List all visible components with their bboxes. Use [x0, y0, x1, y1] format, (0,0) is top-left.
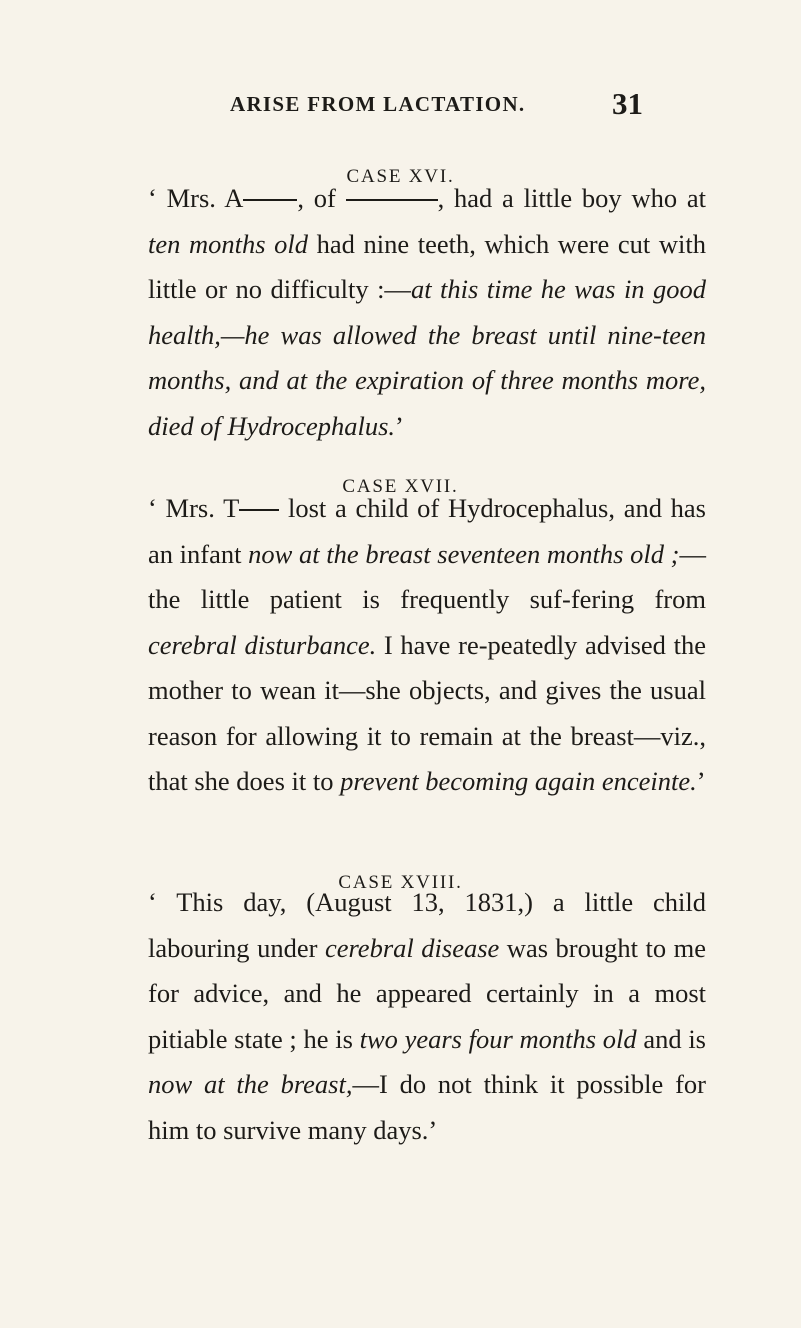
name-blank-dash: [239, 509, 279, 511]
italic-text-run: ten months old: [148, 228, 309, 259]
text-run: had nine teeth, which were cut with little or no difficulty :—: [148, 228, 706, 304]
text-run: —the little patient is frequently suf-fering from: [148, 538, 707, 614]
case-17-paragraph: [148, 486, 706, 805]
italic-text-run: at this time he was in good health,—he was allowed the breast until nine-teen months, and at the expiration of three months more, died of Hydrocephalus.: [148, 274, 706, 441]
text-run: ‘ This day, (August 13, 1831,) a little child labouring under: [148, 887, 706, 963]
running-header: [0, 88, 801, 124]
italic-text-run: cerebral disease: [324, 932, 500, 963]
italic-text-run: two years four months old: [359, 1023, 637, 1054]
text-run: , of: [297, 183, 346, 213]
text-run: ’: [395, 410, 404, 441]
page-number: 31: [612, 86, 643, 121]
text-run: ‘ Mrs. T: [148, 493, 240, 523]
text-run: , had a little boy who at: [437, 183, 706, 213]
text-run: —I do not think it possible for him to survive many days.’: [148, 1069, 706, 1145]
text-run: lost a child of Hydrocephalus, and has an infant: [148, 493, 706, 569]
running-title: ARISE FROM LACTATION.: [230, 92, 526, 116]
case-18-paragraph: [148, 880, 706, 1153]
italic-text-run: now at the breast,: [148, 1069, 353, 1099]
name-blank-dash: [346, 199, 438, 201]
name-blank-dash: [243, 199, 297, 201]
italic-text-run: prevent becoming again enceinte.: [340, 766, 697, 796]
italic-text-run: cerebral disturbance.: [148, 629, 377, 660]
italic-text-run: now at the breast seventeen months old ;: [248, 538, 680, 569]
text-run: ‘ Mrs. A: [148, 183, 244, 213]
case-16-paragraph: [148, 176, 706, 449]
text-run: I have re-peatedly advised the mother to wean it—she objects, and gives the usual reason for allowing it to remain at the breast—viz., that she does it to: [148, 629, 706, 796]
text-run: and is: [636, 1023, 706, 1054]
text-run: was brought to me for advice, and he appeared certainly in a most pitiable state ; he is: [148, 932, 706, 1054]
case-18-heading: CASE XVIII.: [338, 872, 463, 893]
case-16-heading: CASE XVI.: [346, 166, 455, 187]
case-17-heading: CASE XVII.: [342, 476, 459, 497]
text-run: ’: [696, 766, 706, 796]
